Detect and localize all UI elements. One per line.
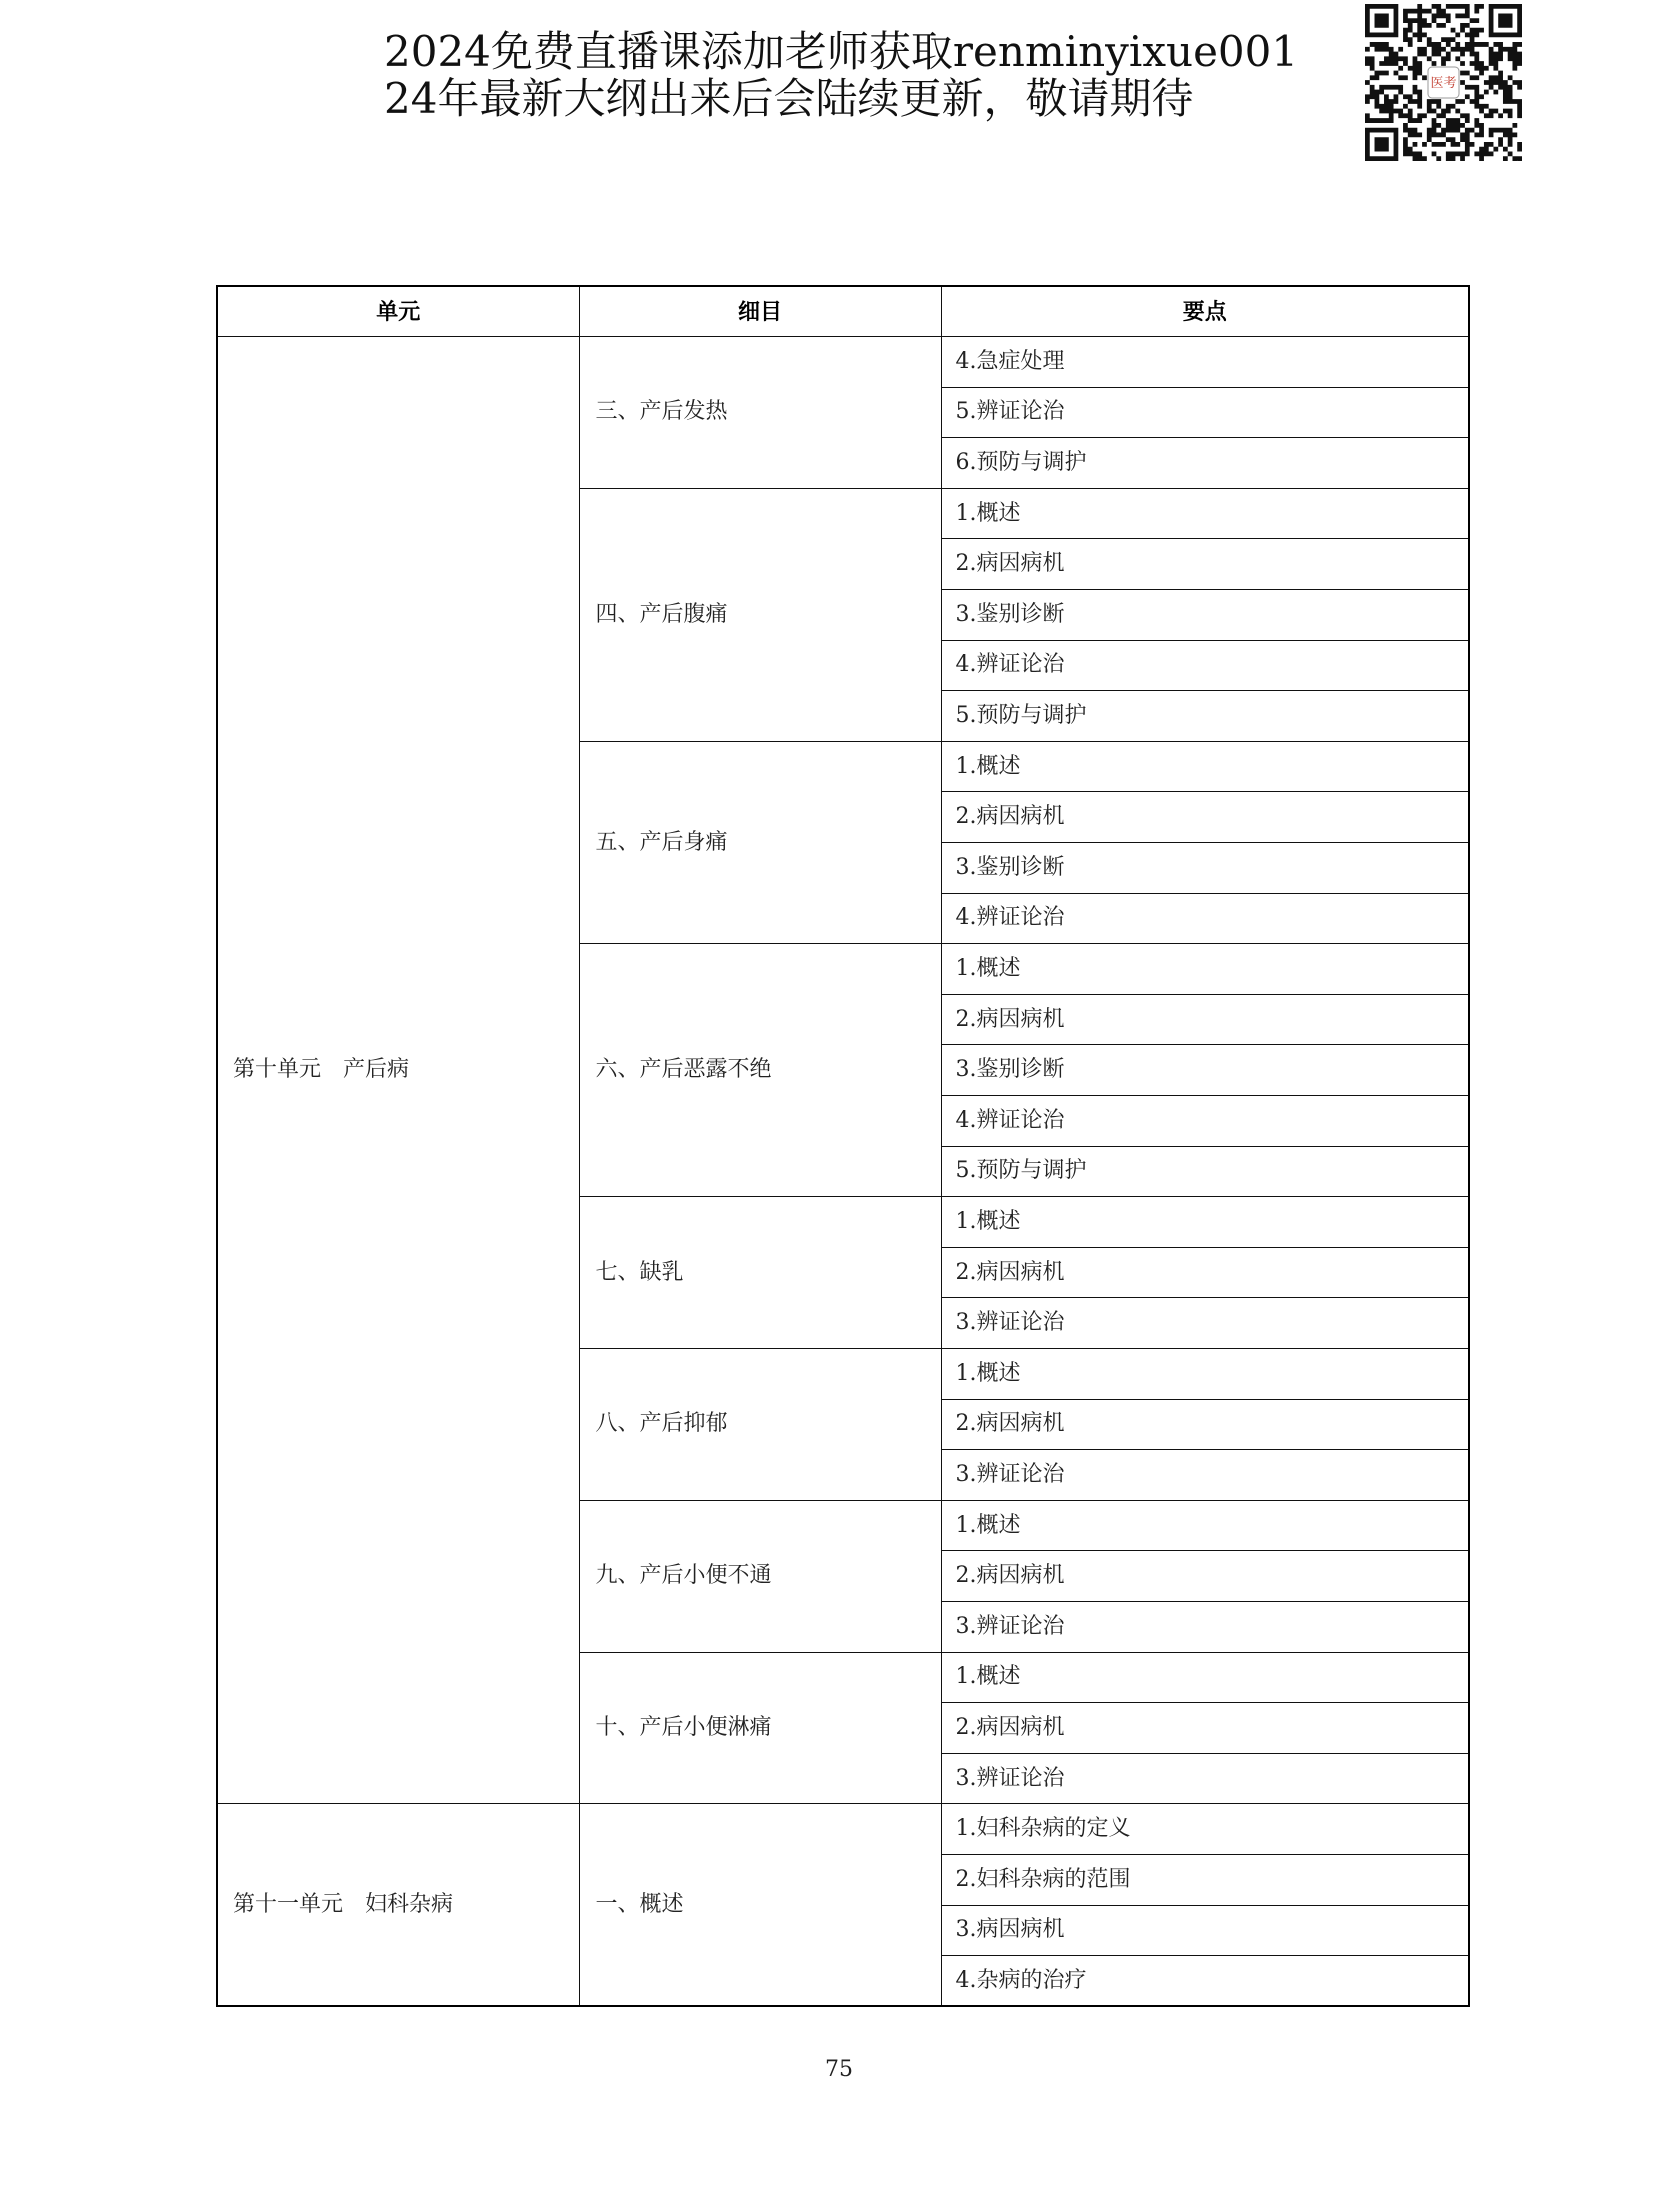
table-row <box>217 1804 1469 1855</box>
point-cell: 2.病因病机 <box>941 1247 1469 1298</box>
promo-banner <box>384 28 1298 122</box>
point-cell: 2.病因病机 <box>941 792 1469 843</box>
item-cell: 一、概述 <box>579 1804 941 2006</box>
point-cell: 3.辨证论治 <box>941 1601 1469 1652</box>
point-cell: 5.预防与调护 <box>941 1146 1469 1197</box>
col-header-item: 细目 <box>579 286 941 337</box>
item-cell: 八、产后抑郁 <box>579 1348 941 1500</box>
item-cell: 四、产后腹痛 <box>579 488 941 741</box>
col-header-unit: 单元 <box>217 286 579 337</box>
point-cell: 1.概述 <box>941 741 1469 792</box>
point-cell: 2.妇科杂病的范围 <box>941 1854 1469 1905</box>
point-cell: 2.病因病机 <box>941 1399 1469 1450</box>
point-cell: 4.急症处理 <box>941 337 1469 388</box>
header-row <box>217 286 1469 337</box>
point-cell: 3.辨证论治 <box>941 1450 1469 1501</box>
promo-line-2: 24年最新大纲出来后会陆续更新，敬请期待 <box>384 74 1194 123</box>
point-cell: 3.鉴别诊断 <box>941 590 1469 641</box>
point-cell: 5.预防与调护 <box>941 691 1469 742</box>
point-cell: 1.概述 <box>941 488 1469 539</box>
point-cell: 3.辨证论治 <box>941 1298 1469 1349</box>
item-cell: 三、产后发热 <box>579 337 941 489</box>
point-cell: 3.鉴别诊断 <box>941 843 1469 894</box>
qr-logo-text: 医考 <box>1430 76 1457 91</box>
point-cell: 4.辨证论治 <box>941 893 1469 944</box>
point-cell: 4.辨证论治 <box>941 1096 1469 1147</box>
col-header-points: 要点 <box>941 286 1469 337</box>
point-cell: 1.概述 <box>941 1348 1469 1399</box>
unit-cell: 第十单元 产后病 <box>217 337 579 1804</box>
item-cell: 七、缺乳 <box>579 1197 941 1349</box>
point-cell: 3.辨证论治 <box>941 1753 1469 1804</box>
item-cell: 六、产后恶露不绝 <box>579 944 941 1197</box>
point-cell: 1.概述 <box>941 1500 1469 1551</box>
item-cell: 九、产后小便不通 <box>579 1500 941 1652</box>
point-cell: 3.鉴别诊断 <box>941 1045 1469 1096</box>
unit-cell: 第十一单元 妇科杂病 <box>217 1804 579 2006</box>
point-cell: 6.预防与调护 <box>941 438 1469 489</box>
point-cell: 1.概述 <box>941 944 1469 995</box>
point-cell: 4.辨证论治 <box>941 640 1469 691</box>
syllabus-table <box>216 285 1470 2007</box>
point-cell: 1.妇科杂病的定义 <box>941 1804 1469 1855</box>
point-cell: 2.病因病机 <box>941 994 1469 1045</box>
point-cell: 2.病因病机 <box>941 1551 1469 1602</box>
point-cell: 2.病因病机 <box>941 539 1469 590</box>
point-cell: 5.辨证论治 <box>941 387 1469 438</box>
item-cell: 十、产后小便淋痛 <box>579 1652 941 1804</box>
item-cell: 五、产后身痛 <box>579 741 941 943</box>
point-cell: 2.病因病机 <box>941 1703 1469 1754</box>
promo-line-1: 2024免费直播课添加老师获取renminyixue001 <box>384 27 1299 76</box>
qr-code <box>1365 4 1522 161</box>
point-cell: 3.病因病机 <box>941 1905 1469 1956</box>
page-number: 75 <box>825 2057 853 2082</box>
point-cell: 1.概述 <box>941 1197 1469 1248</box>
table-row <box>217 337 1469 388</box>
point-cell: 4.杂病的治疗 <box>941 1956 1469 2007</box>
point-cell: 1.概述 <box>941 1652 1469 1703</box>
